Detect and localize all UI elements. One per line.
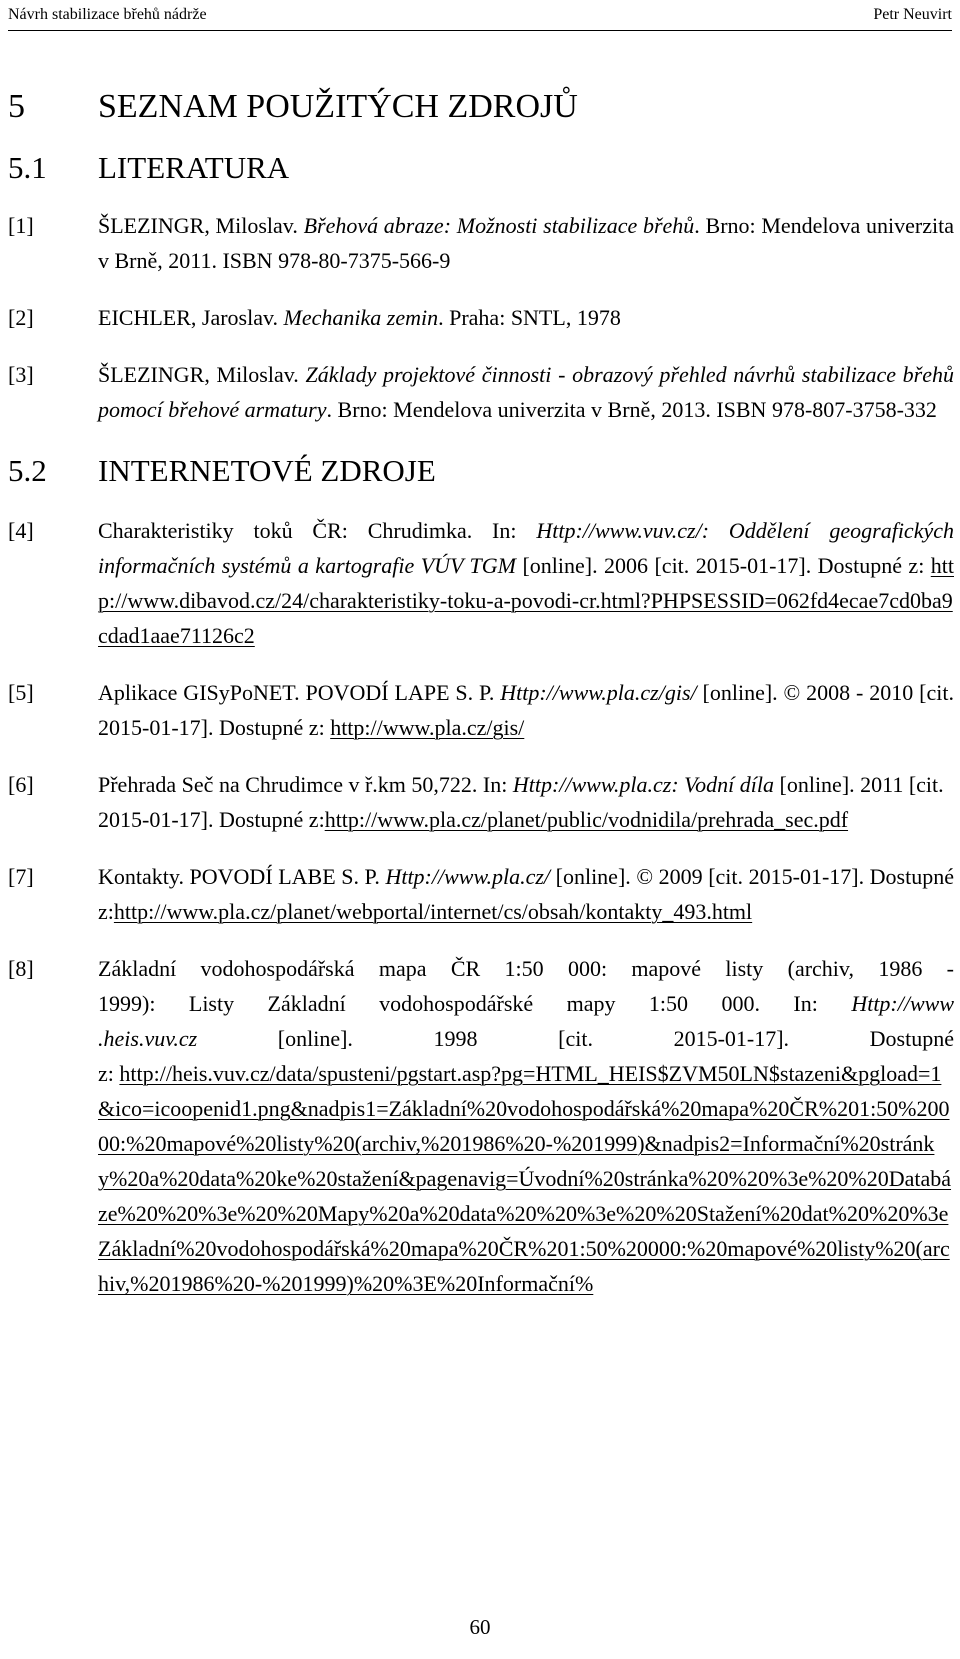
reference-text: EICHLER, Jaroslav. Mechanika zemin. Praha: SNTL, 1978 (98, 305, 621, 330)
reference-text: Základní vodohospodářská mapa ČR 1:50 000: mapové listy (archiv, 1986 - 1999): Listy Základní vodohospodářské mapy 1:50 000. In: Http://www .heis.vuv.cz [online]. 1998 [cit. 2015-01-17]. Dostupné z: http://heis.vuv.cz/data/spusteni/pgstart.asp?pg=HTML_HEIS$ZVM50LN$stazeni&pgload=1&ico=icoopenid1.png&nadpis1=Základní%20vodohospodářská%20mapa%20ČR%201:50%20000:%20mapové%20listy%20(archiv,%201986%20-%201999)&nadpis2=Informační%20stránky%20a%20data%20ke%20stažení&pagenavig=Úvodní%20stránka%20%20%3e%20%20Databáze%20%20%3e%20%20Mapy%20a%20data%20%20%3e%20%20Stažení%20dat%20%20%3eZákladní%20vodohospodářská%20mapa%20ČR%201:50%20000:%20mapové%20listy%20(archiv,%201986%20-%201999)%20%3E%20Informační% (98, 956, 954, 1296)
reference-link[interactable]: http://heis.vuv.cz/data/spusteni/pgstart.asp?pg=HTML_HEIS$ZVM50LN$stazeni&pgload=1&ico=icoopenid1.png&nadpis1=Základní%20vodohospodářská%20mapa%20ČR%201:50%20000:%20mapové%20listy%20(archiv,%201986%20-%201999)&nadpis2=Informační%20stránky%20a%20data%20ke%20stažení&pagenavig=Úvodní%20stránka%20%20%3e%20%20Databáze%20%20%3e%20%20Mapy%20a%20data%20%20%3e%20%20Stažení%20dat%20%20%3eZákladní%20vodohospodářská%20mapa%20ČR%201:50%20000:%20mapové%20listy%20(archiv,%201986%20-%201999)%20%3E%20Informační% (98, 1061, 952, 1296)
reference-label: [2] (8, 305, 34, 330)
reference-label: [6] (8, 772, 34, 797)
page-content (8, 88, 954, 1323)
reference-item (8, 208, 954, 278)
reference-item (8, 859, 954, 929)
reference-label: [8] (8, 956, 34, 981)
reference-label: [3] (8, 362, 34, 387)
reference-text: ŠLEZINGR, Miloslav. Břehová abraze: Možnosti stabilizace břehů. Brno: Mendelova univerzita v Brně, 2011. ISBN 978-80-7375-566-9 (98, 213, 954, 273)
reference-label: [5] (8, 680, 34, 705)
reference-text: Přehrada Seč na Chrudimce v ř.km 50,722. In: Http://www.pla.cz: Vodní díla [online]. 2011 [cit. 2015-01-17]. Dostupné z:http://www.pla.cz/planet/public/vodnidila/prehrada_sec.pdf (98, 772, 944, 832)
reference-item (8, 513, 954, 653)
reference-link[interactable]: http://www.pla.cz/gis/ (330, 715, 525, 740)
header-author: Petr Neuvirt (873, 6, 952, 23)
reference-text: Kontakty. POVODÍ LABE S. P. Http://www.pla.cz/ [online]. © 2009 [cit. 2015-01-17]. Dostupné z:http://www.pla.cz/planet/webportal/internet/cs/obsah/kontakty_493.html (98, 864, 955, 924)
section-number: 5.1 (8, 150, 47, 185)
reference-label: [4] (8, 518, 34, 543)
chapter-number: 5 (8, 88, 25, 125)
reference-link[interactable]: http://www.pla.cz/planet/webportal/internet/cs/obsah/kontakty_493.html (113, 899, 753, 924)
section-title: LITERATURA (98, 150, 290, 185)
header-title: Návrh stabilizace břehů nádrže (8, 6, 207, 23)
reference-item (8, 357, 954, 427)
section-heading-literatura (8, 150, 954, 186)
reference-text: Charakteristiky toků ČR: Chrudimka. In: Http://www.vuv.cz/: Oddělení geografických informačních systémů a kartografie VÚV TGM [online]. 2006 [cit. 2015-01-17]. Dostupné z: http://www.dibavod.cz/24/charakteristiky-toku-a-povodi-cr.html?PHPSESSID=062fd4ecae7cd0ba9cdad1aae71126c2 (98, 518, 954, 648)
reference-link[interactable]: http://www.pla.cz/planet/public/vodnidila/prehrada_sec.pdf (324, 807, 849, 832)
chapter-heading (8, 88, 954, 126)
reference-label: [1] (8, 213, 34, 238)
reference-text: ŠLEZINGR, Miloslav. Základy projektové činnosti - obrazový přehled návrhů stabilizace břehů pomocí břehové armatury. Brno: Mendelova univerzita v Brně, 2013. ISBN 978-807-3758-332 (98, 362, 955, 422)
reference-item (8, 675, 954, 745)
header-rule (8, 30, 952, 31)
reference-label: [7] (8, 864, 34, 889)
page-header (8, 6, 952, 30)
reference-text: Aplikace GISyPoNET. POVODÍ LAPE S. P. Http://www.pla.cz/gis/ [online]. © 2008 - 2010 [cit. 2015-01-17]. Dostupné z: http://www.pla.cz/gis/ (98, 680, 954, 740)
reference-link[interactable]: http://www.dibavod.cz/24/charakteristiky-toku-a-povodi-cr.html?PHPSESSID=062fd4ecae7cd0ba9cdad1aae71126c2 (98, 553, 954, 648)
reference-item (8, 767, 954, 837)
reference-item (8, 951, 954, 1301)
reference-item (8, 300, 954, 335)
section-number: 5.2 (8, 453, 47, 488)
chapter-title: SEZNAM POUŽITÝCH ZDROJŮ (98, 88, 578, 125)
section-heading-internetove-zdroje (8, 453, 954, 489)
page-number: 60 (469, 1615, 491, 1639)
section-title: INTERNETOVÉ ZDROJE (98, 453, 436, 488)
